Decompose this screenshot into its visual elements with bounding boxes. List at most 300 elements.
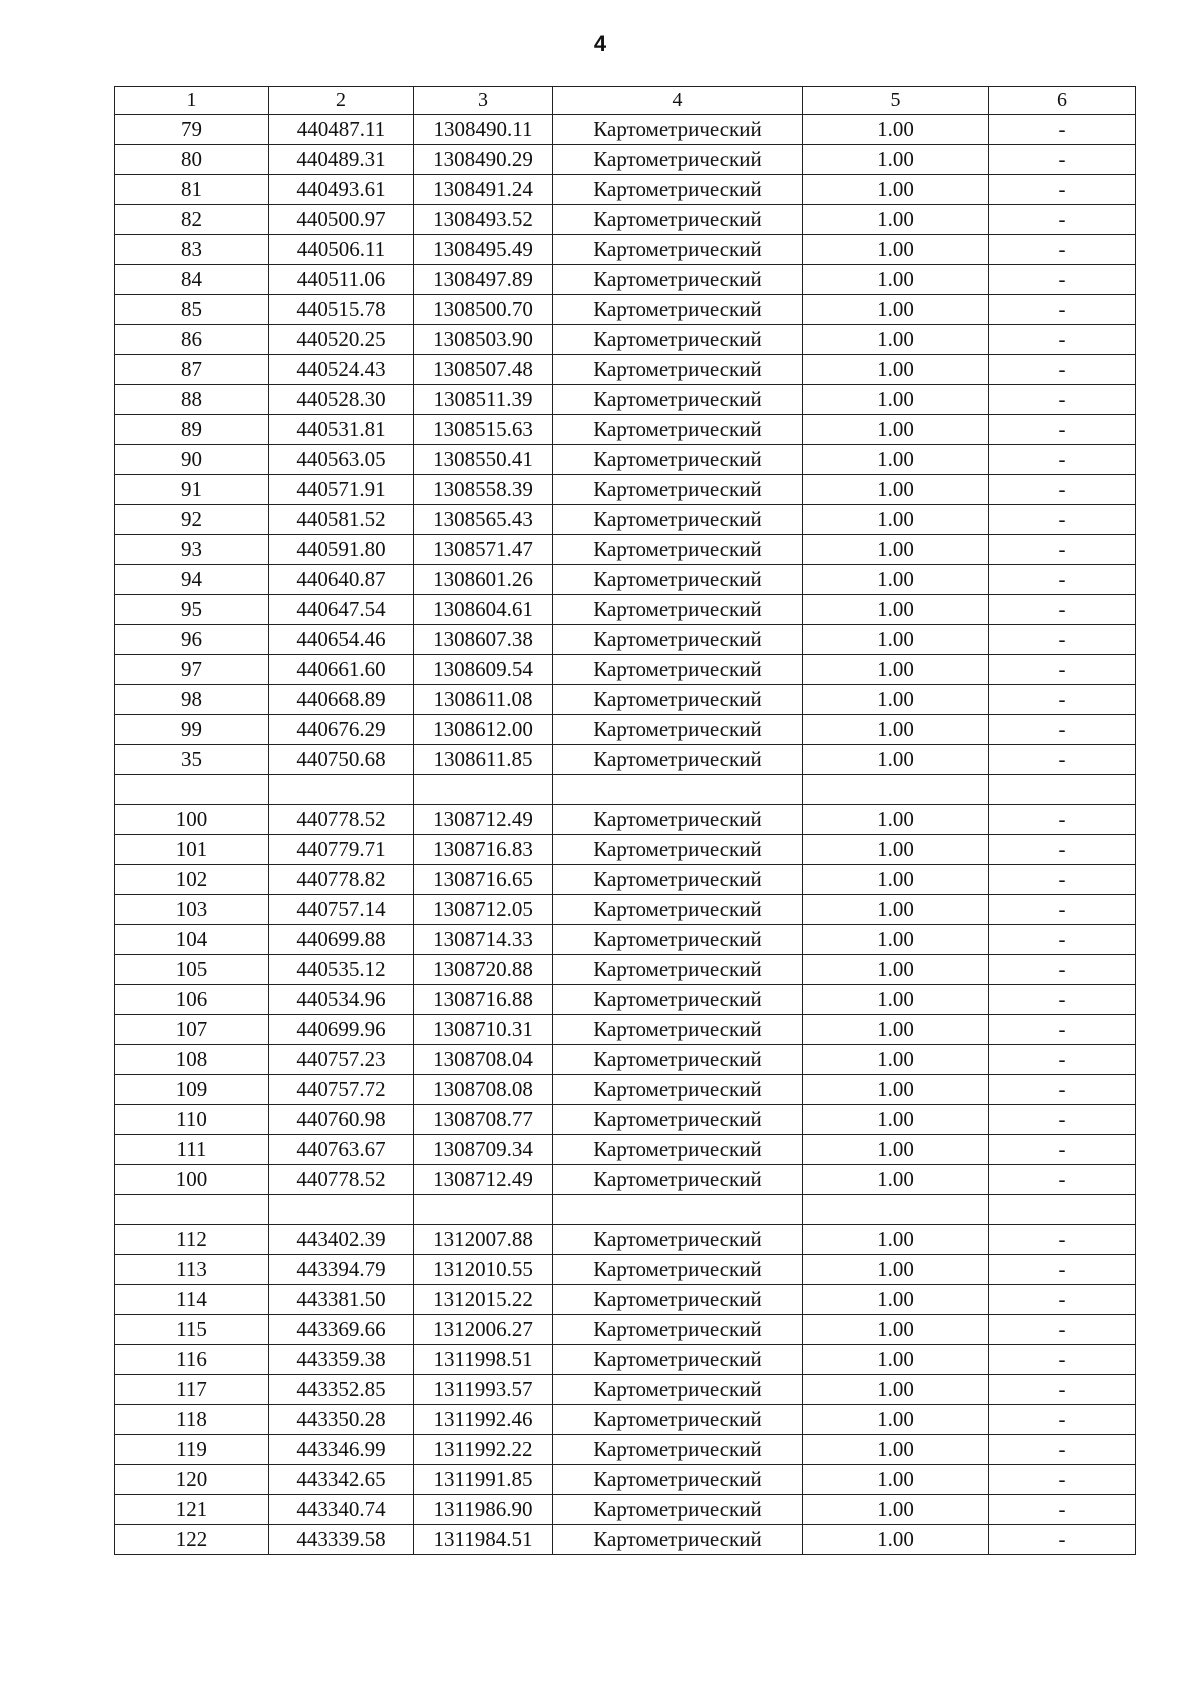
y-coordinate-cell: 1308612.00: [414, 715, 553, 745]
point-number-cell: 106: [115, 985, 269, 1015]
method-cell: Картометрический: [553, 175, 803, 205]
description-cell: -: [989, 1525, 1136, 1555]
y-coordinate-cell: 1308571.47: [414, 535, 553, 565]
y-coordinate-cell: 1308565.43: [414, 505, 553, 535]
method-cell: Картометрический: [553, 355, 803, 385]
description-cell: -: [989, 715, 1136, 745]
x-coordinate-cell: 440778.82: [269, 865, 414, 895]
table-row: [115, 505, 1136, 535]
point-number-cell: [115, 1195, 269, 1225]
accuracy-cell: 1.00: [803, 115, 989, 145]
column-header-1: 1: [115, 87, 269, 115]
description-cell: -: [989, 865, 1136, 895]
point-number-cell: 92: [115, 505, 269, 535]
description-cell: -: [989, 685, 1136, 715]
method-cell: Картометрический: [553, 655, 803, 685]
point-number-cell: 102: [115, 865, 269, 895]
point-number-cell: 119: [115, 1435, 269, 1465]
point-number-cell: 87: [115, 355, 269, 385]
table-row: [115, 745, 1136, 775]
accuracy-cell: 1.00: [803, 415, 989, 445]
accuracy-cell: 1.00: [803, 685, 989, 715]
table-row: [115, 145, 1136, 175]
accuracy-cell: 1.00: [803, 385, 989, 415]
accuracy-cell: 1.00: [803, 1315, 989, 1345]
method-cell: Картометрический: [553, 115, 803, 145]
accuracy-cell: 1.00: [803, 475, 989, 505]
y-coordinate-cell: 1312015.22: [414, 1285, 553, 1315]
y-coordinate-cell: 1311993.57: [414, 1375, 553, 1405]
description-cell: -: [989, 475, 1136, 505]
x-coordinate-cell: 440511.06: [269, 265, 414, 295]
y-coordinate-cell: 1312010.55: [414, 1255, 553, 1285]
point-number-cell: 122: [115, 1525, 269, 1555]
y-coordinate-cell: 1308497.89: [414, 265, 553, 295]
point-number-cell: 113: [115, 1255, 269, 1285]
point-number-cell: 100: [115, 805, 269, 835]
accuracy-cell: 1.00: [803, 205, 989, 235]
y-coordinate-cell: 1308720.88: [414, 955, 553, 985]
method-cell: Картометрический: [553, 1075, 803, 1105]
x-coordinate-cell: 440757.72: [269, 1075, 414, 1105]
x-coordinate-cell: 440581.52: [269, 505, 414, 535]
x-coordinate-cell: 440661.60: [269, 655, 414, 685]
table-row: [115, 1135, 1136, 1165]
x-coordinate-cell: 440591.80: [269, 535, 414, 565]
accuracy-cell: 1.00: [803, 235, 989, 265]
method-cell: Картометрический: [553, 1225, 803, 1255]
accuracy-cell: 1.00: [803, 265, 989, 295]
table-row: [115, 1225, 1136, 1255]
method-cell: Картометрический: [553, 1285, 803, 1315]
accuracy-cell: 1.00: [803, 1075, 989, 1105]
table-row: [115, 685, 1136, 715]
x-coordinate-cell: 440489.31: [269, 145, 414, 175]
y-coordinate-cell: 1308491.24: [414, 175, 553, 205]
table-row: [115, 1435, 1136, 1465]
description-cell: -: [989, 505, 1136, 535]
y-coordinate-cell: 1308601.26: [414, 565, 553, 595]
x-coordinate-cell: 443342.65: [269, 1465, 414, 1495]
description-cell: -: [989, 1435, 1136, 1465]
accuracy-cell: 1.00: [803, 835, 989, 865]
point-number-cell: 84: [115, 265, 269, 295]
point-number-cell: 110: [115, 1105, 269, 1135]
y-coordinate-cell: 1308708.04: [414, 1045, 553, 1075]
x-coordinate-cell: 443394.79: [269, 1255, 414, 1285]
accuracy-cell: 1.00: [803, 745, 989, 775]
description-cell: -: [989, 1375, 1136, 1405]
point-number-cell: 81: [115, 175, 269, 205]
description-cell: -: [989, 415, 1136, 445]
description-cell: -: [989, 355, 1136, 385]
table-row: [115, 445, 1136, 475]
x-coordinate-cell: 440778.52: [269, 1165, 414, 1195]
x-coordinate-cell: 440571.91: [269, 475, 414, 505]
x-coordinate-cell: 440493.61: [269, 175, 414, 205]
description-cell: -: [989, 1315, 1136, 1345]
accuracy-cell: 1.00: [803, 565, 989, 595]
table-row: [115, 1105, 1136, 1135]
x-coordinate-cell: 443352.85: [269, 1375, 414, 1405]
table-row: [115, 265, 1136, 295]
accuracy-cell: 1.00: [803, 1345, 989, 1375]
table-row: [115, 985, 1136, 1015]
table-row: [115, 1525, 1136, 1555]
x-coordinate-cell: 440531.81: [269, 415, 414, 445]
y-coordinate-cell: 1308709.34: [414, 1135, 553, 1165]
y-coordinate-cell: 1308609.54: [414, 655, 553, 685]
y-coordinate-cell: 1308550.41: [414, 445, 553, 475]
accuracy-cell: 1.00: [803, 1525, 989, 1555]
point-number-cell: [115, 775, 269, 805]
header-row: [115, 87, 1136, 115]
point-number-cell: 95: [115, 595, 269, 625]
x-coordinate-cell: 440676.29: [269, 715, 414, 745]
x-coordinate-cell: 440757.23: [269, 1045, 414, 1075]
accuracy-cell: 1.00: [803, 865, 989, 895]
method-cell: Картометрический: [553, 985, 803, 1015]
x-coordinate-cell: [269, 775, 414, 805]
description-cell: -: [989, 1045, 1136, 1075]
method-cell: Картометрический: [553, 505, 803, 535]
table-row: [115, 1045, 1136, 1075]
accuracy-cell: 1.00: [803, 175, 989, 205]
x-coordinate-cell: 440528.30: [269, 385, 414, 415]
column-header-6: 6: [989, 87, 1136, 115]
description-cell: -: [989, 145, 1136, 175]
accuracy-cell: [803, 775, 989, 805]
method-cell: Картометрический: [553, 895, 803, 925]
method-cell: Картометрический: [553, 865, 803, 895]
description-cell: -: [989, 295, 1136, 325]
point-number-cell: 105: [115, 955, 269, 985]
x-coordinate-cell: 443402.39: [269, 1225, 414, 1255]
table-row: [115, 1315, 1136, 1345]
x-coordinate-cell: 443339.58: [269, 1525, 414, 1555]
description-cell: -: [989, 535, 1136, 565]
table-row: [115, 1285, 1136, 1315]
table-header: [115, 87, 1136, 115]
point-number-cell: 103: [115, 895, 269, 925]
coordinates-table: [114, 86, 1136, 1555]
method-cell: Картометрический: [553, 1165, 803, 1195]
accuracy-cell: 1.00: [803, 925, 989, 955]
description-cell: -: [989, 1015, 1136, 1045]
point-number-cell: 111: [115, 1135, 269, 1165]
method-cell: Картометрический: [553, 685, 803, 715]
accuracy-cell: 1.00: [803, 1255, 989, 1285]
y-coordinate-cell: 1308708.08: [414, 1075, 553, 1105]
y-coordinate-cell: 1308490.11: [414, 115, 553, 145]
table-row: [115, 625, 1136, 655]
description-cell: -: [989, 925, 1136, 955]
method-cell: Картометрический: [553, 625, 803, 655]
method-cell: [553, 1195, 803, 1225]
table-row: [115, 535, 1136, 565]
method-cell: Картометрический: [553, 145, 803, 175]
point-number-cell: 115: [115, 1315, 269, 1345]
table-row: [115, 295, 1136, 325]
y-coordinate-cell: 1308712.05: [414, 895, 553, 925]
x-coordinate-cell: 440640.87: [269, 565, 414, 595]
description-cell: -: [989, 325, 1136, 355]
table-row: [115, 835, 1136, 865]
method-cell: Картометрический: [553, 1105, 803, 1135]
accuracy-cell: 1.00: [803, 535, 989, 565]
y-coordinate-cell: 1308500.70: [414, 295, 553, 325]
y-coordinate-cell: 1311986.90: [414, 1495, 553, 1525]
method-cell: Картометрический: [553, 1045, 803, 1075]
table-row: [115, 325, 1136, 355]
method-cell: [553, 775, 803, 805]
method-cell: Картометрический: [553, 295, 803, 325]
method-cell: Картометрический: [553, 1015, 803, 1045]
y-coordinate-cell: 1308611.85: [414, 745, 553, 775]
description-cell: -: [989, 745, 1136, 775]
table-row: [115, 565, 1136, 595]
blank-separator-row: [115, 775, 1136, 805]
point-number-cell: 98: [115, 685, 269, 715]
column-header-4: 4: [553, 87, 803, 115]
description-cell: -: [989, 1225, 1136, 1255]
accuracy-cell: [803, 1195, 989, 1225]
x-coordinate-cell: 440654.46: [269, 625, 414, 655]
description-cell: -: [989, 385, 1136, 415]
y-coordinate-cell: 1311992.46: [414, 1405, 553, 1435]
table-row: [115, 475, 1136, 505]
accuracy-cell: 1.00: [803, 1285, 989, 1315]
method-cell: Картометрический: [553, 1525, 803, 1555]
description-cell: -: [989, 565, 1136, 595]
accuracy-cell: 1.00: [803, 1105, 989, 1135]
x-coordinate-cell: 443350.28: [269, 1405, 414, 1435]
method-cell: Картометрический: [553, 1495, 803, 1525]
y-coordinate-cell: 1308493.52: [414, 205, 553, 235]
y-coordinate-cell: 1308712.49: [414, 1165, 553, 1195]
description-cell: -: [989, 625, 1136, 655]
point-number-cell: 91: [115, 475, 269, 505]
y-coordinate-cell: 1312006.27: [414, 1315, 553, 1345]
description-cell: -: [989, 895, 1136, 925]
point-number-cell: 121: [115, 1495, 269, 1525]
description-cell: -: [989, 1465, 1136, 1495]
point-number-cell: 100: [115, 1165, 269, 1195]
table-row: [115, 1405, 1136, 1435]
table-row: [115, 925, 1136, 955]
table-row: [115, 1015, 1136, 1045]
method-cell: Картометрический: [553, 535, 803, 565]
accuracy-cell: 1.00: [803, 805, 989, 835]
accuracy-cell: 1.00: [803, 355, 989, 385]
y-coordinate-cell: 1308507.48: [414, 355, 553, 385]
x-coordinate-cell: 440763.67: [269, 1135, 414, 1165]
accuracy-cell: 1.00: [803, 1135, 989, 1165]
accuracy-cell: 1.00: [803, 895, 989, 925]
accuracy-cell: 1.00: [803, 625, 989, 655]
table-row: [115, 895, 1136, 925]
point-number-cell: 93: [115, 535, 269, 565]
table-row: [115, 865, 1136, 895]
y-coordinate-cell: 1308611.08: [414, 685, 553, 715]
column-header-3: 3: [414, 87, 553, 115]
y-coordinate-cell: 1312007.88: [414, 1225, 553, 1255]
point-number-cell: 89: [115, 415, 269, 445]
method-cell: Картометрический: [553, 1345, 803, 1375]
point-number-cell: 83: [115, 235, 269, 265]
point-number-cell: 112: [115, 1225, 269, 1255]
method-cell: Картометрический: [553, 475, 803, 505]
accuracy-cell: 1.00: [803, 325, 989, 355]
table-row: [115, 805, 1136, 835]
x-coordinate-cell: 440500.97: [269, 205, 414, 235]
x-coordinate-cell: 440699.88: [269, 925, 414, 955]
table-row: [115, 385, 1136, 415]
method-cell: Картометрический: [553, 715, 803, 745]
description-cell: -: [989, 235, 1136, 265]
table-row: [115, 715, 1136, 745]
table-row: [115, 175, 1136, 205]
description-cell: -: [989, 445, 1136, 475]
table-row: [115, 355, 1136, 385]
accuracy-cell: 1.00: [803, 1165, 989, 1195]
description-cell: -: [989, 1165, 1136, 1195]
x-coordinate-cell: 443346.99: [269, 1435, 414, 1465]
accuracy-cell: 1.00: [803, 1225, 989, 1255]
y-coordinate-cell: 1308558.39: [414, 475, 553, 505]
description-cell: [989, 1195, 1136, 1225]
y-coordinate-cell: 1308712.49: [414, 805, 553, 835]
accuracy-cell: 1.00: [803, 505, 989, 535]
description-cell: -: [989, 1255, 1136, 1285]
point-number-cell: 109: [115, 1075, 269, 1105]
x-coordinate-cell: 443381.50: [269, 1285, 414, 1315]
method-cell: Картометрический: [553, 1405, 803, 1435]
x-coordinate-cell: 440524.43: [269, 355, 414, 385]
accuracy-cell: 1.00: [803, 1045, 989, 1075]
table-row: [115, 415, 1136, 445]
y-coordinate-cell: 1308714.33: [414, 925, 553, 955]
point-number-cell: 96: [115, 625, 269, 655]
x-coordinate-cell: 443369.66: [269, 1315, 414, 1345]
x-coordinate-cell: 443359.38: [269, 1345, 414, 1375]
point-number-cell: 86: [115, 325, 269, 355]
point-number-cell: 85: [115, 295, 269, 325]
accuracy-cell: 1.00: [803, 1405, 989, 1435]
x-coordinate-cell: 440668.89: [269, 685, 414, 715]
method-cell: Картометрический: [553, 1435, 803, 1465]
method-cell: Картометрический: [553, 1315, 803, 1345]
method-cell: Картометрический: [553, 565, 803, 595]
method-cell: Картометрический: [553, 1465, 803, 1495]
accuracy-cell: 1.00: [803, 595, 989, 625]
description-cell: -: [989, 985, 1136, 1015]
description-cell: -: [989, 655, 1136, 685]
table-row: [115, 1075, 1136, 1105]
table-row: [115, 1375, 1136, 1405]
y-coordinate-cell: 1308716.65: [414, 865, 553, 895]
x-coordinate-cell: 440647.54: [269, 595, 414, 625]
method-cell: Картометрический: [553, 1255, 803, 1285]
y-coordinate-cell: 1308716.88: [414, 985, 553, 1015]
point-number-cell: 116: [115, 1345, 269, 1375]
accuracy-cell: 1.00: [803, 145, 989, 175]
x-coordinate-cell: 440699.96: [269, 1015, 414, 1045]
x-coordinate-cell: 440534.96: [269, 985, 414, 1015]
y-coordinate-cell: [414, 775, 553, 805]
point-number-cell: 118: [115, 1405, 269, 1435]
method-cell: Картометрический: [553, 1135, 803, 1165]
accuracy-cell: 1.00: [803, 295, 989, 325]
x-coordinate-cell: 440760.98: [269, 1105, 414, 1135]
y-coordinate-cell: 1308515.63: [414, 415, 553, 445]
table-row: [115, 1465, 1136, 1495]
y-coordinate-cell: 1308607.38: [414, 625, 553, 655]
y-coordinate-cell: 1308495.49: [414, 235, 553, 265]
description-cell: -: [989, 805, 1136, 835]
description-cell: -: [989, 205, 1136, 235]
y-coordinate-cell: 1308604.61: [414, 595, 553, 625]
description-cell: -: [989, 1105, 1136, 1135]
y-coordinate-cell: 1308503.90: [414, 325, 553, 355]
y-coordinate-cell: 1308716.83: [414, 835, 553, 865]
x-coordinate-cell: 440757.14: [269, 895, 414, 925]
method-cell: Картометрический: [553, 235, 803, 265]
point-number-cell: 82: [115, 205, 269, 235]
description-cell: -: [989, 265, 1136, 295]
description-cell: -: [989, 1405, 1136, 1435]
accuracy-cell: 1.00: [803, 1465, 989, 1495]
point-number-cell: 104: [115, 925, 269, 955]
method-cell: Картометрический: [553, 415, 803, 445]
accuracy-cell: 1.00: [803, 1435, 989, 1465]
method-cell: Картометрический: [553, 205, 803, 235]
description-cell: -: [989, 595, 1136, 625]
method-cell: Картометрический: [553, 925, 803, 955]
method-cell: Картометрический: [553, 745, 803, 775]
column-header-5: 5: [803, 87, 989, 115]
x-coordinate-cell: [269, 1195, 414, 1225]
y-coordinate-cell: 1311984.51: [414, 1525, 553, 1555]
x-coordinate-cell: 440535.12: [269, 955, 414, 985]
y-coordinate-cell: 1311992.22: [414, 1435, 553, 1465]
point-number-cell: 101: [115, 835, 269, 865]
y-coordinate-cell: 1308708.77: [414, 1105, 553, 1135]
accuracy-cell: 1.00: [803, 715, 989, 745]
table-row: [115, 235, 1136, 265]
point-number-cell: 120: [115, 1465, 269, 1495]
point-number-cell: 80: [115, 145, 269, 175]
point-number-cell: 108: [115, 1045, 269, 1075]
table-row: [115, 1345, 1136, 1375]
accuracy-cell: 1.00: [803, 445, 989, 475]
table-row: [115, 205, 1136, 235]
table-row: [115, 115, 1136, 145]
accuracy-cell: 1.00: [803, 1495, 989, 1525]
description-cell: -: [989, 1495, 1136, 1525]
table-body: [115, 115, 1136, 1555]
blank-separator-row: [115, 1195, 1136, 1225]
point-number-cell: 117: [115, 1375, 269, 1405]
description-cell: -: [989, 955, 1136, 985]
method-cell: Картометрический: [553, 835, 803, 865]
table-row: [115, 955, 1136, 985]
y-coordinate-cell: 1308490.29: [414, 145, 553, 175]
method-cell: Картометрический: [553, 445, 803, 475]
x-coordinate-cell: 440750.68: [269, 745, 414, 775]
x-coordinate-cell: 440520.25: [269, 325, 414, 355]
point-number-cell: 35: [115, 745, 269, 775]
